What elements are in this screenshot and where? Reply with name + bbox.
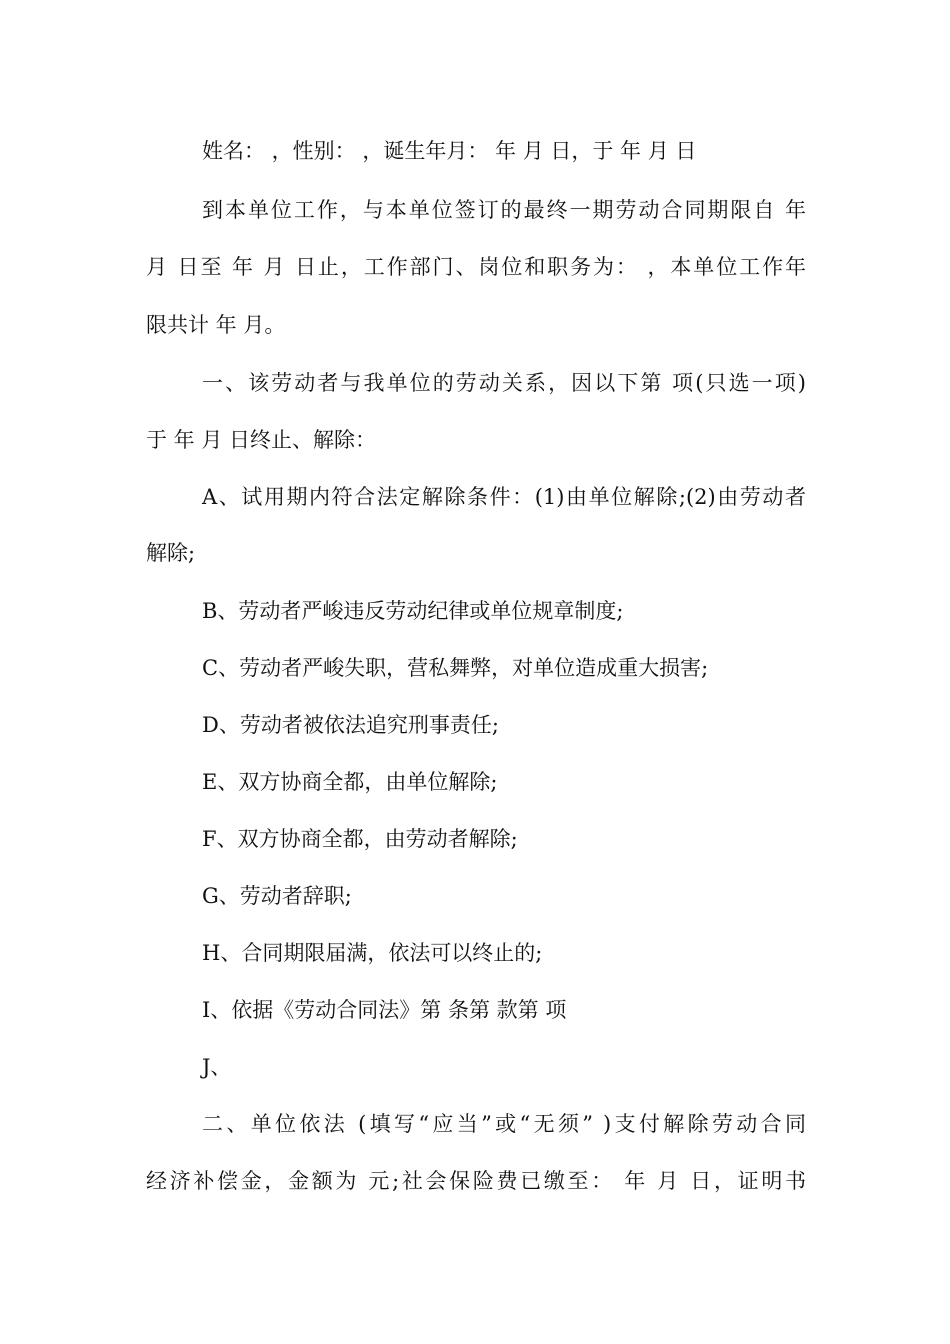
employee-info-line: 姓名： ，性别： ，诞生年月： 年 月 日，于 年 月 日 xyxy=(202,139,697,163)
section-two-line-1: 二、单位依法 (填写“应当”或“无须” )支付解除劳动合同 xyxy=(202,1112,806,1136)
option-h: H、合同期限届满，依法可以终止的; xyxy=(202,941,543,965)
contract-period-line-2: 月 日至 年 月 日止，工作部门、岗位和职务为： ，本单位工作年 xyxy=(146,255,806,279)
section-one-heading: 一、该劳动者与我单位的劳动关系，因以下第 项(只选一项) xyxy=(202,371,806,395)
option-i: I、依据《劳动合同法》第 条第 款第 项 xyxy=(202,998,567,1022)
contract-period-line-1: 到本单位工作，与本单位签订的最终一期劳动合同期限自 年 xyxy=(202,198,806,222)
option-a-line-1: A、试用期内符合法定解除条件：(1)由单位解除;(2)由劳动者 xyxy=(202,485,806,509)
option-b: B、劳动者严峻违反劳动纪律或单位规章制度; xyxy=(202,599,624,623)
section-one-heading-cont: 于 年 月 日终止、解除： xyxy=(146,428,377,452)
option-a-line-2: 解除; xyxy=(146,541,196,565)
option-d: D、劳动者被依法追究刑事责任; xyxy=(202,713,499,737)
option-c: C、劳动者严峻失职，营私舞弊，对单位造成重大损害; xyxy=(202,656,709,680)
option-j: J、 xyxy=(202,1055,232,1079)
section-two-line-2: 经济补偿金，金额为 元;社会保险费已缴至： 年 月 日，证明书 xyxy=(146,1169,806,1193)
option-g: G、劳动者辞职; xyxy=(202,884,352,908)
option-e: E、双方协商全都，由单位解除; xyxy=(202,770,498,794)
option-f: F、双方协商全都，由劳动者解除; xyxy=(202,827,518,851)
contract-period-line-3: 限共计 年 月。 xyxy=(146,313,286,337)
